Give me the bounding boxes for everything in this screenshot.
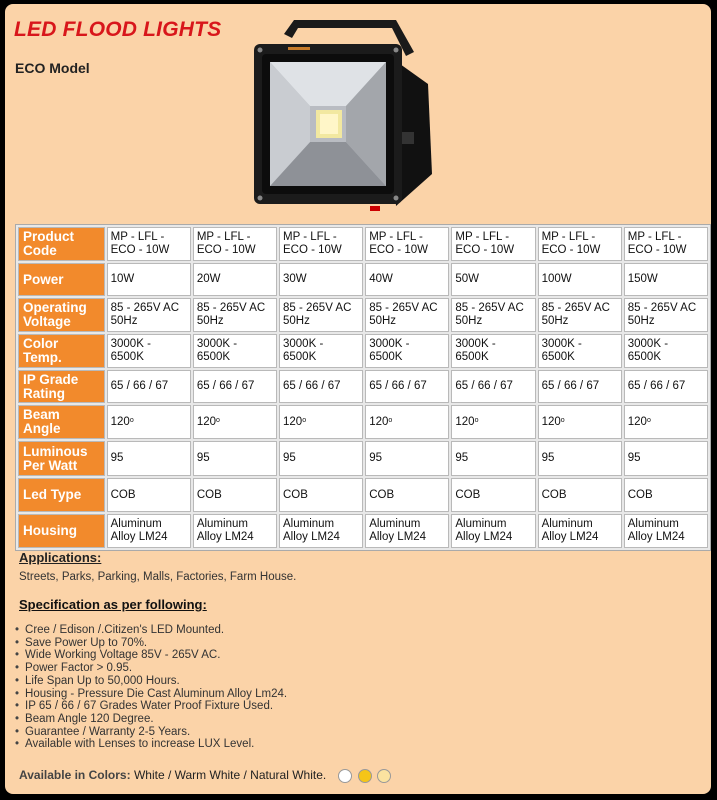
feature-item: • Available with Lenses to increase LUX Level. — [15, 738, 287, 751]
spec-cell: COB — [107, 478, 191, 512]
degree-mark: o — [646, 416, 651, 424]
spec-cell: 65 / 66 / 67 — [451, 370, 535, 403]
spec-row-label: IP Grade Rating — [18, 370, 105, 403]
spec-cell: COB — [365, 478, 449, 512]
spec-cell: Aluminum Alloy LM24 — [538, 514, 622, 548]
spec-row-label: Color Temp. — [18, 334, 105, 368]
spec-cell: 65 / 66 / 67 — [107, 370, 191, 403]
spec-cell: 95 — [624, 441, 708, 476]
spec-cell: 95 — [193, 441, 277, 476]
applications-heading: Applications: — [19, 550, 102, 565]
spec-cell: MP - LFL - ECO - 10W — [279, 227, 363, 261]
spec-row — [18, 478, 708, 512]
degree-mark: o — [216, 416, 220, 424]
model-subtitle: ECO Model — [15, 60, 90, 76]
spec-cell: 65 / 66 / 67 — [279, 370, 363, 403]
spec-cell: 85 - 265V AC 50Hz — [193, 298, 277, 332]
degree-mark: o — [388, 416, 393, 424]
spec-cell: 120$^o$ — [279, 405, 363, 439]
spec-cell: 3000K - 6500K — [107, 334, 191, 368]
spec-row — [18, 334, 708, 368]
spec-table — [15, 224, 711, 551]
degree-mark: o — [560, 416, 565, 424]
specification-heading: Specification as per following: — [19, 597, 207, 612]
spec-cell: COB — [624, 478, 708, 512]
color-swatch-natural-white — [377, 769, 391, 783]
spec-row-label: Led Type — [18, 478, 105, 512]
spec-cell: 40W — [365, 263, 449, 296]
feature-item: • Power Factor > 0.95. — [15, 662, 287, 675]
colors-label: Available in Colors: — [19, 768, 131, 782]
spec-cell: MP - LFL - ECO - 10W — [538, 227, 622, 261]
spec-cell: Aluminum Alloy LM24 — [193, 514, 277, 548]
spec-cell: 120$^o$ — [107, 405, 191, 439]
feature-item: • IP 65 / 66 / 67 Grades Water Proof Fixture Used. — [15, 700, 287, 713]
spec-cell: Aluminum Alloy LM24 — [624, 514, 708, 548]
spec-row-label: Operating Voltage — [18, 298, 105, 332]
spec-cell: COB — [538, 478, 622, 512]
colors-text: White / Warm White / Natural White. — [133, 768, 327, 782]
flood-light-image — [246, 14, 436, 222]
feature-item: • Save Power Up to 70%. — [15, 637, 287, 650]
spec-row-label: Product Code — [18, 227, 105, 261]
feature-list — [15, 624, 287, 751]
color-swatch-warm-white — [358, 769, 372, 783]
feature-item: • Wide Working Voltage 85V - 265V AC. — [15, 649, 287, 662]
spec-cell: 150W — [624, 263, 708, 296]
spec-cell: COB — [279, 478, 363, 512]
feature-item: • Beam Angle 120 Degree. — [15, 713, 287, 726]
spec-cell: MP - LFL - ECO - 10W — [451, 227, 535, 261]
spec-cell: 65 / 66 / 67 — [365, 370, 449, 403]
spec-cell: 3000K - 6500K — [193, 334, 277, 368]
spec-cell: 95 — [107, 441, 191, 476]
spec-cell: 120$^o$ — [193, 405, 277, 439]
spec-cell: 3000K - 6500K — [365, 334, 449, 368]
spec-row — [18, 298, 708, 332]
spec-cell: 50W — [451, 263, 535, 296]
spec-cell: 120$^o$ — [624, 405, 708, 439]
spec-cell: Aluminum Alloy LM24 — [451, 514, 535, 548]
spec-row-label: Luminous Per Watt — [18, 441, 105, 476]
spec-cell: 20W — [193, 263, 277, 296]
spec-cell: 95 — [451, 441, 535, 476]
spec-cell: MP - LFL - ECO - 10W — [107, 227, 191, 261]
spec-cell: Aluminum Alloy LM24 — [365, 514, 449, 548]
spec-cell: 65 / 66 / 67 — [538, 370, 622, 403]
degree-mark: o — [302, 416, 307, 424]
degree-mark: o — [474, 416, 479, 424]
spec-cell: 85 - 265V AC 50Hz — [451, 298, 535, 332]
spec-cell: 95 — [279, 441, 363, 476]
spec-cell: 30W — [279, 263, 363, 296]
feature-item: • Life Span Up to 50,000 Hours. — [15, 675, 287, 688]
spec-cell: 120$^o$ — [365, 405, 449, 439]
spec-cell: 10W — [107, 263, 191, 296]
spec-row — [18, 405, 708, 439]
spec-cell: 3000K - 6500K — [538, 334, 622, 368]
color-swatch-white — [338, 769, 352, 783]
spec-cell: 65 / 66 / 67 — [624, 370, 708, 403]
spec-cell: 120$^o$ — [538, 405, 622, 439]
feature-item: • Housing - Pressure Die Cast Aluminum Alloy Lm24. — [15, 688, 287, 701]
spec-row — [18, 263, 708, 296]
spec-cell: COB — [451, 478, 535, 512]
spec-row — [18, 227, 708, 261]
spec-cell: 3000K - 6500K — [451, 334, 535, 368]
spec-row-label: Housing — [18, 514, 105, 548]
spec-cell: 3000K - 6500K — [624, 334, 708, 368]
spec-cell: MP - LFL - ECO - 10W — [365, 227, 449, 261]
feature-item: • Cree / Edison /.Citizen's LED Mounted. — [15, 624, 287, 637]
spec-cell: MP - LFL - ECO - 10W — [193, 227, 277, 261]
spec-cell: 120$^o$ — [451, 405, 535, 439]
spec-cell: MP - LFL - ECO - 10W — [624, 227, 708, 261]
spec-cell: 95 — [538, 441, 622, 476]
spec-cell: 3000K - 6500K — [279, 334, 363, 368]
spec-cell: 95 — [365, 441, 449, 476]
spec-cell: COB — [193, 478, 277, 512]
degree-mark: o — [129, 416, 134, 424]
spec-row — [18, 514, 708, 548]
spec-cell: 85 - 265V AC 50Hz — [624, 298, 708, 332]
spec-cell: Aluminum Alloy LM24 — [107, 514, 191, 548]
feature-item: • Guarantee / Warranty 2-5 Years. — [15, 726, 287, 739]
spec-cell: 85 - 265V AC 50Hz — [538, 298, 622, 332]
spec-cell: 85 - 265V AC 50Hz — [365, 298, 449, 332]
page-title: LED FLOOD LIGHTS — [14, 18, 222, 41]
spec-cell: Aluminum Alloy LM24 — [279, 514, 363, 548]
spec-row-label: Beam Angle — [18, 405, 105, 439]
colors-line — [19, 768, 391, 783]
spec-row-label: Power — [18, 263, 105, 296]
applications-text: Streets, Parks, Parking, Malls, Factories, Farm House. — [19, 571, 297, 583]
spec-cell: 100W — [538, 263, 622, 296]
spec-cell: 85 - 265V AC 50Hz — [107, 298, 191, 332]
spec-cell: 85 - 265V AC 50Hz — [279, 298, 363, 332]
spec-row — [18, 370, 708, 403]
page-frame — [5, 4, 711, 794]
spec-row — [18, 441, 708, 476]
spec-cell: 65 / 66 / 67 — [193, 370, 277, 403]
